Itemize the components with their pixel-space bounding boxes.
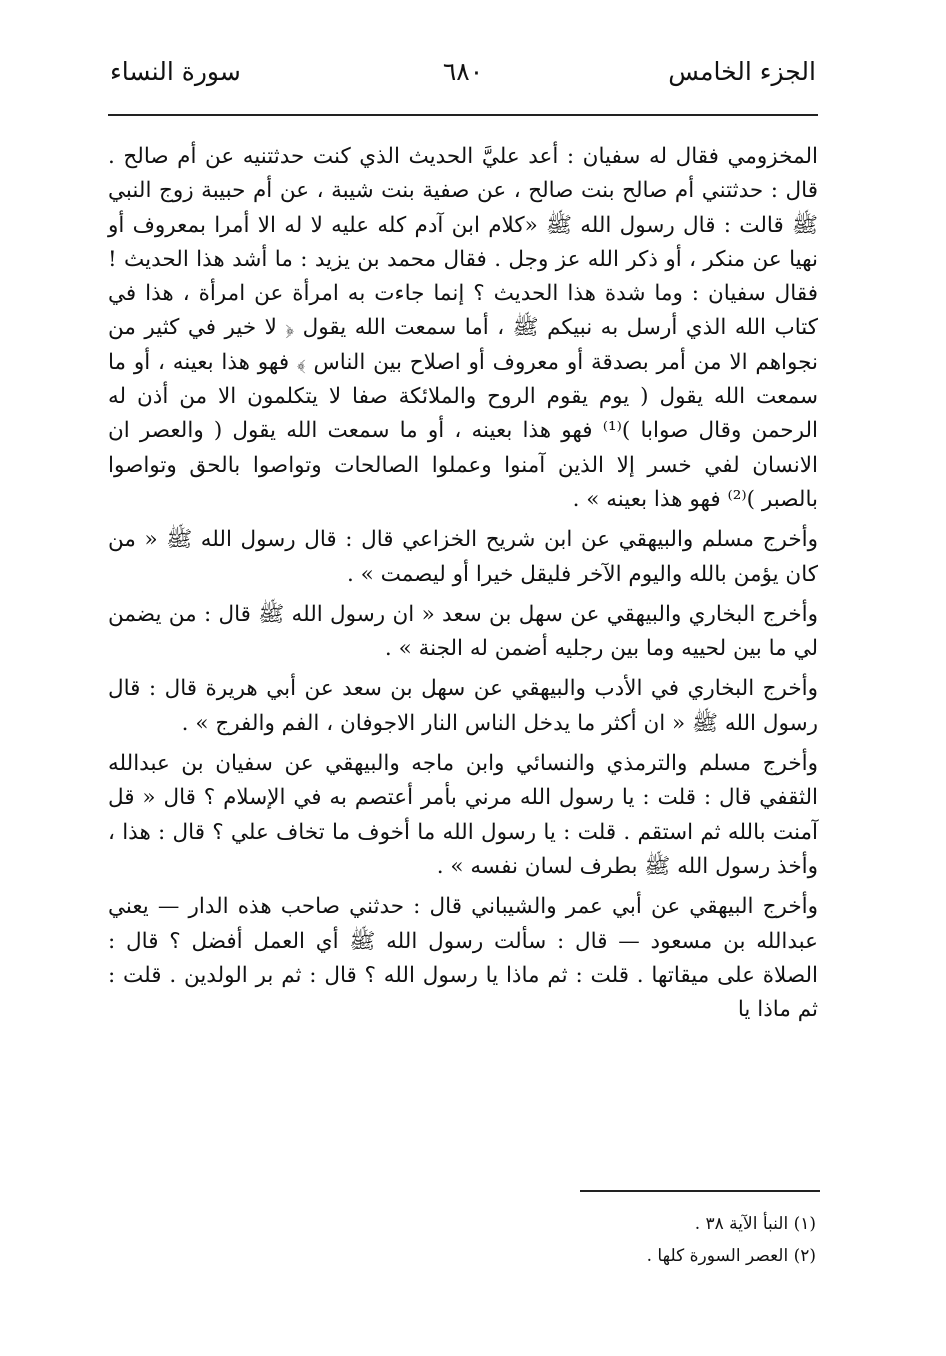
paragraph: وأخرج مسلم والترمذي والنسائي وابن ماجه والبيهقي عن سفيان بن عبدالله الثقفي قال : قلت : يا رسول الله مرني بأمر أعتصم به في الإسلام ؟ قال « قل آمنت بالله ثم استقم . قلت : يا رسول الله ما أخوف ما تخاف علي ؟ قال : هذا ، وأخذ رسول الله ﷺ بطرف لسان نفسه » . xyxy=(108,751,818,879)
footnote-1: (١) النبأ الآية ٣٨ . xyxy=(694,1214,816,1234)
paragraph: المخزومي فقال له سفيان : أعد عليَّ الحديث الذي كنت حدثتنيه عن أم صالح . قال : حدثتني أم صالح بنت صالح ، عن صفية بنت شيبة ، عن أم حبيبة زوج النبي ﷺ قالت : قال رسول الله ﷺ «كلام ابن آدم كله عليه لا له الا أمرا بمعروف أو نهيا عن منكر ، أو ذكر الله عز وجل . فقال محمد بن يزيد : ما أشد هذا الحديث ! فقال سفيان : وما شدة هذا الحديث ؟ إنما جاءت به امرأة عن امرأة ، هذا في كتاب الله الذي أرسل به نبيكم ﷺ ، أما سمعت الله يقول ﴿ لا خير في كثير من نجواهم الا من أمر بصدقة أو معروف أو اصلاح بين الناس ﴾ فهو هذا بعينه ، أو ما سمعت الله يقول ( يوم يقوم الروح والملائكة صفا لا يتكلمون الا من أذن له الرحمن وقال صوابا )⁽¹⁾ فهو هذا بعينه ، أو ما سمعت الله يقول ( والعصر ان الانسان لفي خسر إلا الذين آمنوا وعملوا الصالحات وتواصوا بالحق وتواصوا بالصبر )⁽²⁾ فهو هذا بعينه » . xyxy=(108,144,818,512)
footnote-2: (٢) العصر السورة كلها . xyxy=(646,1246,816,1266)
paragraph: وأخرج البخاري في الأدب والبيهقي عن سهل بن سعد عن أبي هريرة قال : قال رسول الله ﷺ « ان أكثر ما يدخل الناس النار الاجوفان ، الفم والفرج » . xyxy=(108,676,818,736)
header-divider xyxy=(108,114,818,116)
footnotes xyxy=(580,1208,816,1272)
paragraph: وأخرج مسلم والبيهقي عن ابن شريح الخزاعي قال : قال رسول الله ﷺ « من كان يؤمن بالله واليوم الآخر فليقل خيرا أو ليصمت » . xyxy=(108,527,818,587)
part-title: الجزء الخامس xyxy=(668,57,816,86)
paragraph: وأخرج البخاري والبيهقي عن سهل بن سعد « ان رسول الله ﷺ قال : من يضمن لي ما بين لحييه وما بين رجليه أضمن له الجنة » . xyxy=(108,601,818,662)
footnote-divider xyxy=(580,1190,820,1192)
surah-title: سورة النساء xyxy=(110,57,241,86)
main-text xyxy=(108,140,818,1027)
page-number: ٦٨٠ xyxy=(442,57,484,86)
paragraph: وأخرج البيهقي عن أبي عمر والشيباني قال : حدثني صاحب هذه الدار — يعني عبدالله بن مسعود — قال : سألت رسول الله ﷺ أي العمل أفضل ؟ قال : الصلاة على ميقاتها . قلت : ثم ماذا يا رسول الله ؟ قال : ثم بر الولدين . قلت : ثم ماذا يا xyxy=(108,894,818,1023)
page-header xyxy=(110,52,816,92)
